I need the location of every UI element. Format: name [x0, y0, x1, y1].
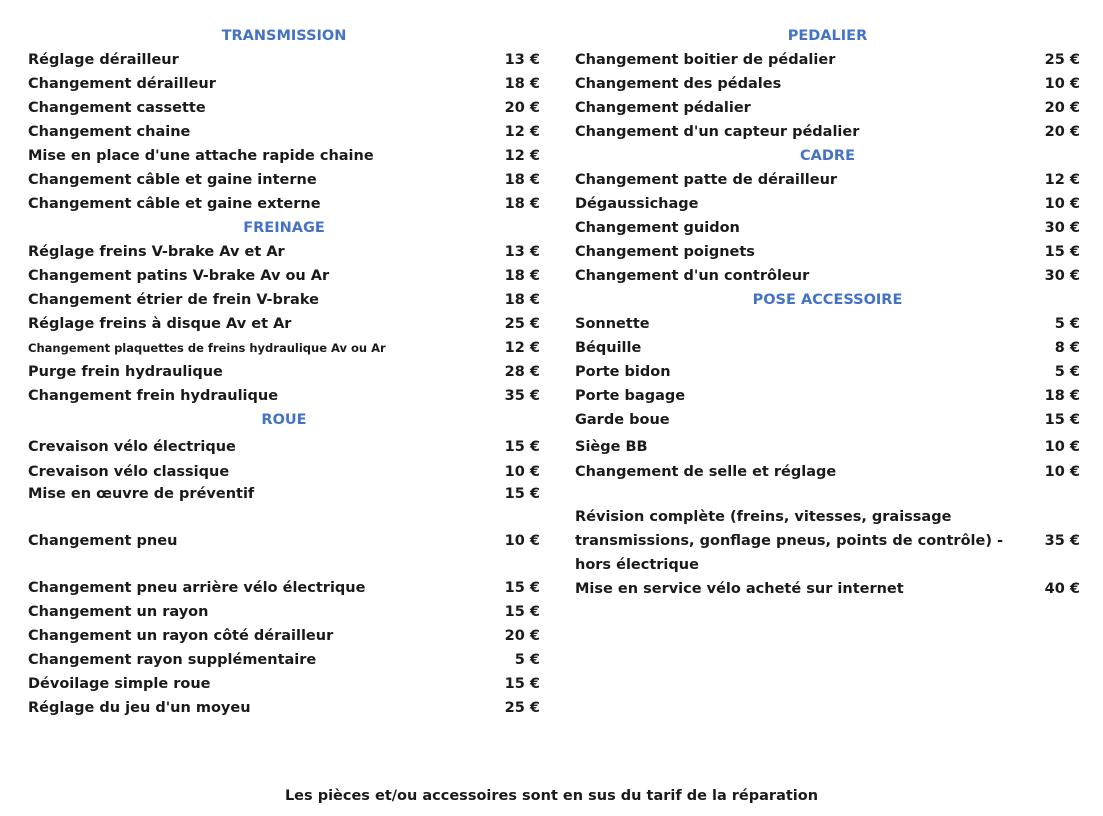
- price-row: Changement câble et gaine externe 18 €: [28, 196, 540, 212]
- price-row: Réglage du jeu d'un moyeu 25 €: [28, 700, 540, 716]
- revision-description: Révision complète (freins, vitesses, graissage transmissions, gonflage pneus, points de contrôle) - hors électrique: [575, 509, 1004, 573]
- price-row: Changement étrier de frein V-brake 18 €: [28, 292, 540, 308]
- price-row: Changement pneu arrière vélo électrique 15 €: [28, 580, 540, 596]
- price-row: Purge frein hydraulique 28 €: [28, 364, 540, 380]
- price-row: Sonnette 5 €: [575, 316, 1080, 332]
- price-row: Changement d'un capteur pédalier 20 €: [575, 124, 1080, 140]
- section-title-cadre: CADRE: [800, 148, 855, 164]
- price-row: Dégaussichage 10 €: [575, 196, 1080, 212]
- price-row: Changement de selle et réglage 10 €: [575, 464, 1080, 480]
- section-title-pose-accessoire: POSE ACCESSOIRE: [752, 292, 903, 308]
- price-row: Mise en œuvre de préventif 15 €: [28, 486, 540, 502]
- price-row: Changement rayon supplémentaire 5 €: [28, 652, 540, 668]
- price-row: Béquille 8 €: [575, 340, 1080, 356]
- price-row: Changement câble et gaine interne 18 €: [28, 172, 540, 188]
- price-row: Porte bidon 5 €: [575, 364, 1080, 380]
- price-row: Porte bagage 18 €: [575, 388, 1080, 404]
- price-row: Changement d'un contrôleur 30 €: [575, 268, 1080, 284]
- section-title-transmission: TRANSMISSION: [221, 28, 347, 44]
- spacer: [575, 483, 1080, 505]
- price-row: Changement des pédales 10 €: [575, 76, 1080, 92]
- right-price-column: [575, 24, 1080, 601]
- price-row: Réglage freins à disque Av et Ar 25 €: [28, 316, 540, 332]
- price-row: Changement patins V-brake Av ou Ar 18 €: [28, 268, 540, 284]
- price-row-revision: Révision complète (freins, vitesses, graissage transmissions, gonflage pneus, points de contrôle) - hors électrique 35 €: [575, 505, 1080, 577]
- price-row: Siège BB 10 €: [575, 438, 1080, 455]
- price-row: Changement chaine 12 €: [28, 124, 540, 140]
- price-row: Changement pneu 10 €: [28, 532, 540, 549]
- price-row: Mise en place d'une attache rapide chaine 12 €: [28, 148, 540, 164]
- price-row: Changement patte de dérailleur 12 €: [575, 172, 1080, 188]
- section-title-pedalier: PEDALIER: [787, 28, 868, 44]
- price-row: Mise en service vélo acheté sur internet 40 €: [575, 581, 1080, 597]
- footer-note: Les pièces et/ou accessoires sont en sus du tarif de la réparation: [284, 788, 819, 804]
- price-row: Changement boitier de pédalier 25 €: [575, 52, 1080, 68]
- price-row: Changement pédalier 20 €: [575, 100, 1080, 116]
- price-row: Réglage dérailleur 13 €: [28, 52, 540, 68]
- section-title-roue: ROUE: [261, 412, 307, 428]
- price-row: Garde boue 15 €: [575, 412, 1080, 428]
- price-row: Changement dérailleur 18 €: [28, 76, 540, 92]
- price-row: Crevaison vélo classique 10 €: [28, 464, 540, 480]
- price-row: Changement poignets 15 €: [575, 244, 1080, 260]
- section-title-freinage: FREINAGE: [243, 220, 325, 236]
- price-row: Changement un rayon 15 €: [28, 604, 540, 620]
- price-row: Changement frein hydraulique 35 €: [28, 388, 540, 404]
- price-row: Dévoilage simple roue 15 €: [28, 676, 540, 692]
- price-row: Réglage freins V-brake Av et Ar 13 €: [28, 244, 540, 260]
- left-price-column: [28, 24, 540, 720]
- price-row: Changement un rayon côté dérailleur 20 €: [28, 628, 540, 644]
- price-row: Changement plaquettes de freins hydraulique Av ou Ar 12 €: [28, 340, 540, 356]
- price-row: Changement cassette 20 €: [28, 100, 540, 116]
- price-row: Changement guidon 30 €: [575, 220, 1080, 236]
- price-row: Crevaison vélo électrique 15 €: [28, 438, 540, 455]
